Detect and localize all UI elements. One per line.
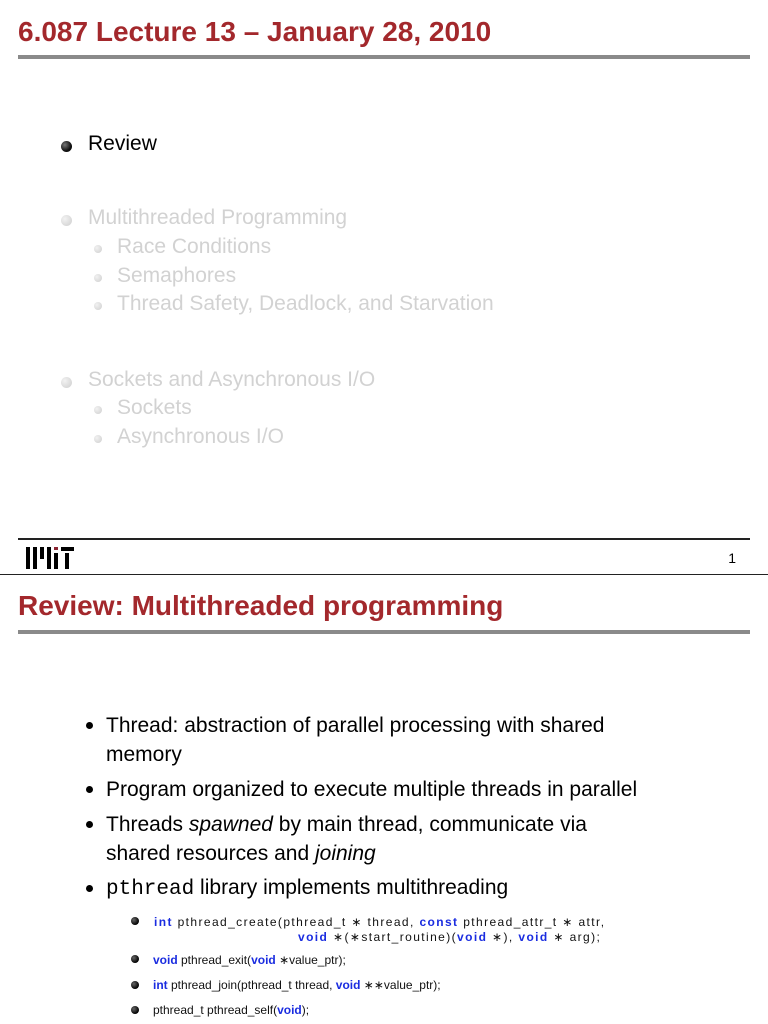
mit-logo-icon [26, 547, 74, 569]
outline-item-review: Review [88, 132, 157, 155]
bullet-icon [86, 885, 93, 892]
bullet-text: memory [106, 743, 182, 766]
footer-rule [18, 538, 750, 540]
code-bullet-icon [131, 955, 139, 963]
outline-subitem: Semaphores [117, 264, 237, 287]
bullet-text: Threads [106, 813, 189, 836]
emphasis-text: joining [314, 842, 376, 865]
code-pthread-exit: void pthread_exit(void ∗value_ptr); [153, 953, 346, 967]
slide-2-title: Review: Multithreaded programming [18, 590, 504, 621]
bullet-program [106, 775, 637, 804]
outline-item-sockets: Sockets and Asynchronous I/O [88, 368, 376, 391]
outline-subitem: Sockets [117, 396, 192, 419]
bullet-threads-spawned [106, 810, 587, 868]
code-bullet-icon [131, 1006, 139, 1014]
bullet-icon [61, 215, 72, 226]
slide-2 [0, 575, 768, 1024]
page-number: 1 [728, 550, 736, 566]
bullet-icon [86, 821, 93, 828]
bullet-text: by main thread, communicate via [272, 813, 587, 836]
emphasis-text: spawned [188, 813, 273, 836]
outline-subitem: Asynchronous I/O [117, 425, 284, 448]
sub-bullet-icon [94, 302, 102, 310]
sub-bullet-icon [94, 406, 102, 414]
code-pthread-self: pthread_t pthread_self(void); [153, 1003, 310, 1017]
bullet-text: shared resources and [106, 842, 315, 865]
sub-bullet-icon [94, 245, 102, 253]
title-rule [18, 55, 750, 59]
bullet-text: Program organized to execute multiple threads in parallel [106, 778, 638, 801]
code-bullet-icon [131, 981, 139, 989]
outline-subitem: Race Conditions [117, 235, 272, 258]
code-bullet-icon [131, 917, 139, 925]
outline-item-multithreaded: Multithreaded Programming [88, 206, 348, 229]
bullet-pthread [106, 873, 508, 904]
bullet-icon [86, 722, 93, 729]
bullet-thread [106, 711, 604, 769]
code-pthread-join: int pthread_join(pthread_t thread, void ∗∗value_ptr); [153, 978, 441, 992]
slide-1-title: 6.087 Lecture 13 – January 28, 2010 [18, 16, 492, 47]
code-pthread-create-line2: void ∗(∗start_routine)(void ∗), void ∗ arg); [298, 930, 602, 944]
bullet-icon [86, 786, 93, 793]
code-pthread-create-line1: int pthread_create(pthread_t ∗ thread, const pthread_attr_t ∗ attr, [154, 915, 606, 929]
code-text: pthread [106, 878, 195, 901]
title-rule [18, 630, 750, 634]
sub-bullet-icon [94, 435, 102, 443]
bullet-text: library implements multithreading [194, 876, 509, 899]
outline-subitem: Thread Safety, Deadlock, and Starvation [117, 292, 494, 315]
bullet-text: Thread: abstraction of parallel processing with shared [106, 714, 605, 737]
bullet-icon [61, 141, 72, 152]
bullet-icon [61, 377, 72, 388]
sub-bullet-icon [94, 274, 102, 282]
